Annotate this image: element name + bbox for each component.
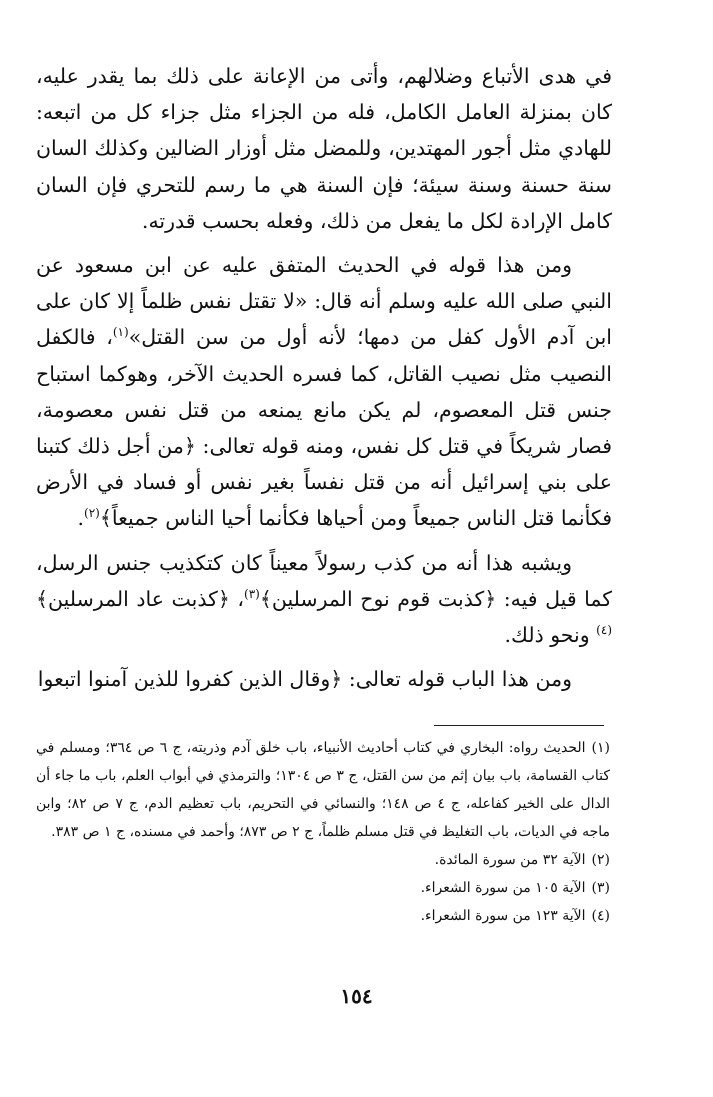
footnote-text: الآية ٣٢ من سورة المائدة. bbox=[434, 852, 586, 868]
paragraph-2-part-a: ومن هذا قوله في الحديث المتفق عليه عن ابن مسعود عن النبي صلى الله عليه وسلم أنه قال: «لا تقتل نفس ظلماً إلا كان على ابن آدم الأول كفل من دمها؛ لأنه أول من سن القتل» bbox=[36, 253, 612, 350]
paragraph-2-part-c: . bbox=[77, 506, 85, 531]
footnote-1 bbox=[36, 734, 610, 846]
page-number: ١٥٤ bbox=[340, 984, 373, 1008]
paragraph-1: في هدى الأتباع وضلالهم، وأتى من الإعانة على ذلك بما يقدر عليه، كان بمنزلة العامل الكامل، فله من الجزاء مثل جزاء كل من اتبعه: للهادي مثل أجور المهتدين، وللمضل مثل أوزار الضالين وكذلك السان سنة حسنة وسنة سيئة؛ فإن السنة هي ما رسم للتحري فإن السان كامل الإرادة لكل ما يفعل من ذلك، وفعله بحسب قدرته. bbox=[36, 64, 612, 233]
paragraph-3-part-c: ونحو ذلك. bbox=[504, 623, 597, 648]
footnote-3 bbox=[36, 874, 610, 902]
paragraph-4: ومن هذا الباب قوله تعالى: ﴿وقال الذين كفروا للذين آمنوا اتبعوا bbox=[37, 667, 572, 692]
footnote-number: (٢) bbox=[591, 852, 610, 868]
footnote-text: الآية ١٠٥ من سورة الشعراء. bbox=[420, 880, 586, 896]
footnotes bbox=[36, 734, 610, 930]
footnote-number: (٣) bbox=[591, 880, 610, 896]
footnote-divider bbox=[434, 725, 604, 726]
footnote-ref-4: (٤) bbox=[596, 623, 612, 638]
footnote-ref-1: (١) bbox=[112, 325, 129, 340]
paragraph-3 bbox=[36, 545, 612, 654]
paragraph-2 bbox=[36, 247, 612, 537]
footnote-number: (١) bbox=[591, 740, 610, 756]
main-text bbox=[36, 58, 612, 705]
footnote-text: الحديث رواه: البخاري في كتاب أحاديث الأنبياء، باب خلق آدم وذريته، ج ٦ ص ٣٦٤؛ ومسلم في كتاب القسامة، باب بيان إثم من سن القتل، ج ٣ ص ١٣٠٤؛ والترمذي في أبواب العلم، باب ما جاء أن الدال على الخير كفاعله، ج ٤ ص ١٤٨؛ والنسائي في التحريم، باب تعظيم الدم، ج ٧ ص ٨٢؛ وابن ماجه في الديات، باب التغليظ في قتل مسلم ظلماً، ج ٢ ص ٨٧٣؛ وأحمد في مسنده، ج ١ ص ٣٨٣. bbox=[36, 740, 611, 840]
footnote-2 bbox=[36, 846, 610, 874]
footnote-ref-3: (٣) bbox=[244, 587, 260, 602]
footnote-4 bbox=[36, 902, 610, 930]
paragraph-3-part-a: ويشبه هذا أنه من كذب رسولاً معيناً كان كتكذيب جنس الرسل، كما قيل فيه: ﴿كذبت قوم نوح المرسلين﴾ bbox=[36, 550, 612, 611]
footnote-ref-2: (٢) bbox=[84, 506, 100, 521]
paragraph-3-part-b: ، ﴿كذبت عاد المرسلين﴾ bbox=[36, 586, 244, 611]
footnote-number: (٤) bbox=[591, 908, 610, 924]
paragraph-2-part-b: ، فالكفل النصيب مثل نصيب القاتل، كما فسره الحديث الآخر، وهوكما استباح جنس قتل المعصوم، لم يكن مانع يمنعه من قتل نفس معصومة، فصار شريكاً في قتل كل نفس، ومنه قوله تعالى: ﴿من أجل ذلك كتبنا على بني إسرائيل أنه من قتل نفساً بغير نفس أو فساد في الأرض فكأنما قتل الناس جميعاً ومن أحياها فكأنما أحيا الناس جميعاً﴾ bbox=[36, 325, 612, 531]
footnote-text: الآية ١٢٣ من سورة الشعراء. bbox=[420, 908, 586, 924]
